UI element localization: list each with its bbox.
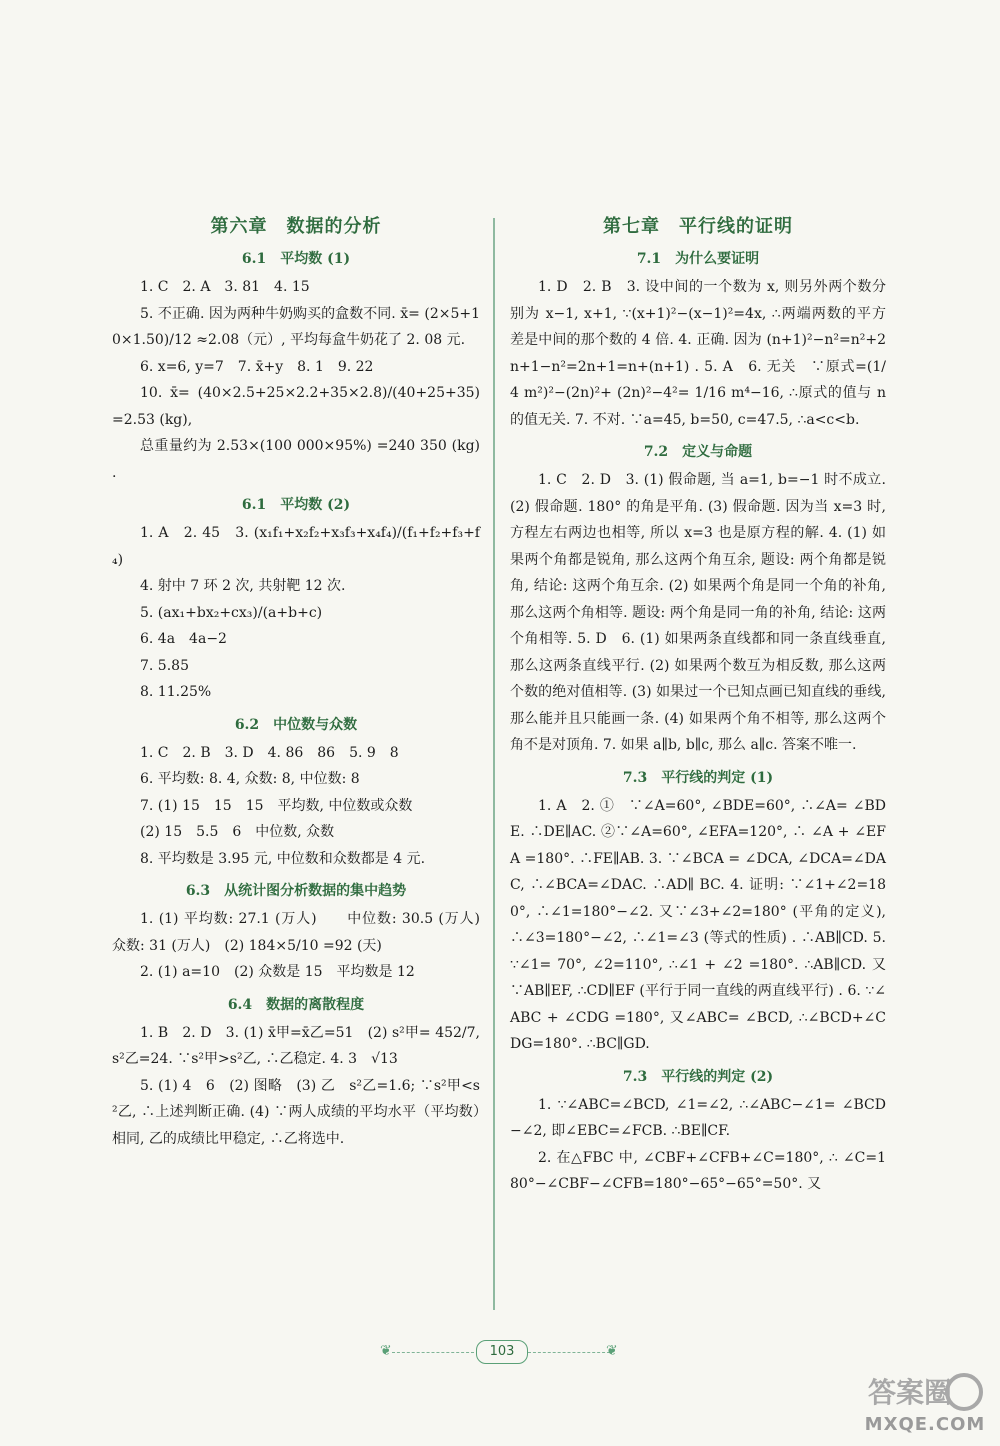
answer-paragraph: 10. x̄= (40×2.5+25×2.2+35×2.8)/(40+25+35) =2.53 (kg),	[112, 385, 480, 428]
watermark-logo-icon	[864, 1372, 986, 1412]
watermark-url: MXQE.COM	[864, 1414, 986, 1435]
section-heading: 6.1 平均数 (2)	[241, 497, 351, 513]
answer-paragraph: 6. x=6, y=7 7. x̄+y 8. 1 9. 22	[140, 358, 374, 375]
answer-paragraph: 7. (1) 15 15 15 平均数, 中位数或众数	[140, 797, 413, 814]
answer-paragraph: 6. 平均数: 8. 4, 众数: 8, 中位数: 8	[140, 771, 360, 787]
section-heading: 7.1 为什么要证明	[636, 251, 760, 267]
chapter-title-7: 第七章 平行线的证明	[603, 216, 793, 237]
answer-paragraph: 1. (1) 平均数: 27.1 (万人) 中位数: 30.5 (万人) 众数: 31 (万人) (2) 184×5/10 =92 (天)	[112, 911, 508, 954]
answer-paragraph: 1. C 2. B 3. D 4. 86 86 5. 9 8	[140, 744, 399, 761]
chapter-title-6: 第六章 数据的分析	[210, 216, 382, 237]
left-answer-list	[112, 248, 508, 1152]
section-heading: 7.2 定义与命题	[643, 444, 753, 460]
answer-paragraph: (2) 15 5.5 6 中位数, 众数	[140, 824, 335, 840]
section-heading: 7.3 平行线的判定 (1)	[622, 769, 774, 786]
leaf-ornament-icon: ❦	[606, 1343, 618, 1359]
answer-paragraph: 8. 平均数是 3.95 元, 中位数和众数都是 4 元.	[140, 850, 426, 867]
footer-ornament-left	[392, 1352, 474, 1353]
answer-paragraph: 2. 在△FBC 中, ∠CBF+∠CFB+∠C=180°, ∴ ∠C=180°−∠CBF−∠CFB=180°−65°−65°=50°. 又	[510, 1149, 886, 1192]
answer-paragraph: 1. A 2. ① ∵∠A=60°, ∠BDE=60°, ∴∠A= ∠BDE. ∴DE∥AC. ②∵∠A=60°, ∠EFA=120°, ∴ ∠A + ∠EFA =180°. ∴FE∥AB. 3. ∵∠BCA = ∠DCA, ∠DCA=∠DAC, ∴∠BCA=∠DAC. ∴AD∥ BC. 4. 证明: ∵∠1+∠2=180°, ∴∠1=180°−∠2. 又∵∠3+∠2=180° (平角的定义), ∴∠3=180°−∠2, ∴∠1=∠3 (等式的性质) . ∴AB∥CD. 5. ∵∠1= 70°, ∠2=110°, ∴∠1 + ∠2 =180°. ∴AB∥CD. 又 ∵AB∥EF, ∴CD∥EF (平行于同一直线的两直线平行) . 6. ∵∠ABC + ∠CDG =180°, 又∠ABC= ∠BCD, ∴∠BCD+∠CDG=180°. ∴BC∥GD.	[510, 797, 886, 1052]
section-heading: 6.3 从统计图分析数据的集中趋势	[185, 883, 407, 899]
left-column	[112, 212, 508, 1152]
answer-paragraph: 1. A 2. 45 3. (x₁f₁+x₂f₂+x₃f₃+x₄f₄)/(f₁+f₂+f₃+f₄)	[112, 525, 480, 568]
answer-paragraph: 4. 射中 7 环 2 次, 共射靶 12 次.	[140, 578, 346, 594]
answer-paragraph: 8. 11.25%	[140, 684, 212, 700]
answer-paragraph: 7. 5.85	[140, 657, 189, 674]
answer-paragraph: 1. B 2. D 3. (1) x̄甲=x̄乙=51 (2) s²甲= 452/7, s²乙=24. ∵s²甲>s²乙, ∴乙稳定. 4. 3 √13	[112, 1024, 480, 1067]
right-column	[510, 212, 886, 1198]
watermark	[860, 1372, 990, 1438]
answer-paragraph: 5. 不正确. 因为两种牛奶购买的盒数不同. x̄= (2×5+10×1.50)/12 ≈2.08（元）, 平均每盒牛奶花了 2. 08 元.	[112, 305, 480, 348]
right-answer-list	[510, 248, 886, 1198]
answer-paragraph: 1. C 2. A 3. 81 4. 15	[140, 279, 310, 295]
page-number: 103	[476, 1340, 528, 1364]
footer-ornament-right	[528, 1352, 610, 1353]
section-heading: 6.2 中位数与众数	[234, 716, 358, 733]
answer-paragraph: 5. (1) 4 6 (2) 图略 (3) 乙 s²乙=1.6; ∵s²甲<s²乙, ∴上述判断正确. (4) ∵两人成绩的平均水平（平均数）相同, 乙的成绩比甲稳定, ∴乙将选中.	[112, 1077, 480, 1147]
answer-paragraph: 1. D 2. B 3. 设中间的一个数为 x, 则另外两个数分别为 x−1, x+1, ∵(x+1)²−(x−1)²=4x, ∴两端两数的平方差是中间的那个数的 4 倍. 4. 正确. 因为 (n+1)²−n²=n²+2n+1−n²=2n+1=n+(n+1) . 5. A 6. 无关 ∵原式=(1/4 m²)²−(2n)²+ (2n)²−4²= 1/16 m⁴−16, ∴原式的值与 n 的值无关. 7. 不对. ∵a=45, b=50, c=47.5, ∴a<c<b.	[510, 279, 886, 428]
answer-paragraph: 6. 4a 4a−2	[140, 631, 227, 647]
answer-paragraph: 1. C 2. D 3. (1) 假命题, 当 a=1, b=−1 时不成立. (2) 假命题. 180° 的角是平角. (3) 假命题. 因为当 x=3 时, 方程左右两边也相等, 所以 x=3 也是原方程的解. 4. (1) 如果两个角都是锐角, 那么这两个角互余, 题设: 两个角都是锐角, 结论: 这两个角互余. (2) 如果两个角是同一个角的补角, 那么这两个角相等. 题设: 两个角是同一角的补角, 结论: 这两个角相等. 5. D 6. (1) 如果两条直线都和同一条直线垂直, 那么这两条直线平行. (2) 如果两个数互为相反数, 那么这两个数的绝对值相等. (3) 如果过一个已知点画已知直线的垂线, 那么能并且只能画一条. (4) 如果两个角不相等, 那么这两个角不是对顶角. 7. 如果 a∥b, b∥c, 那么 a∥c. 答案不唯一.	[510, 472, 886, 753]
section-heading: 6.4 数据的离散程度	[227, 996, 365, 1013]
answer-paragraph: 总重量约为 2.53×(100 000×95%) =240 350 (kg) .	[112, 438, 480, 481]
section-heading: 7.3 平行线的判定 (2)	[622, 1068, 774, 1085]
column-divider	[493, 218, 495, 1310]
answer-paragraph: 2. (1) a=10 (2) 众数是 15 平均数是 12	[140, 964, 415, 980]
answer-paragraph: 5. (ax₁+bx₂+cx₃)/(a+b+c)	[140, 604, 323, 621]
leaf-ornament-icon: ❦	[380, 1343, 392, 1359]
section-heading: 6.1 平均数 (1)	[241, 251, 351, 267]
watermark-logo-text: 答案圈	[868, 1376, 953, 1409]
answer-paragraph: 1. ∵∠ABC=∠BCD, ∠1=∠2, ∴∠ABC−∠1= ∠BCD−∠2, 即∠EBC=∠FCB. ∴BE∥CF.	[510, 1096, 886, 1139]
